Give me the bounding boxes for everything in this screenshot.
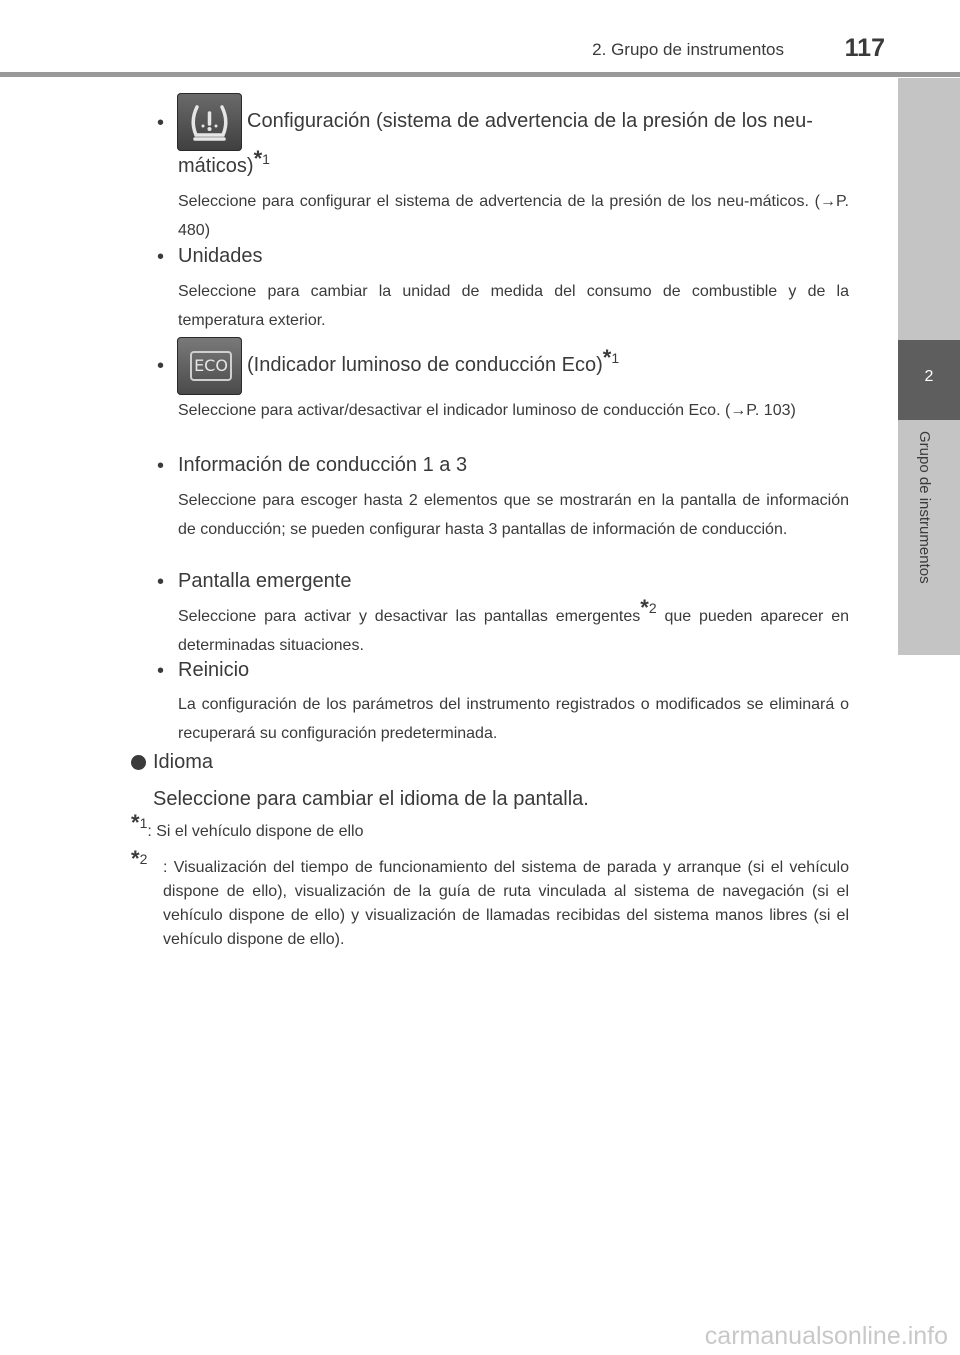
asterisk: * xyxy=(602,345,612,370)
item-title-units: Unidades xyxy=(178,245,263,267)
footnote-1 xyxy=(131,810,851,843)
asterisk: * xyxy=(131,846,140,871)
item-desc-popup xyxy=(178,595,850,660)
page-header xyxy=(0,0,960,78)
eco-indicator-icon xyxy=(177,337,242,395)
note-ref: 1 xyxy=(262,151,270,167)
footnote-text: : Si el vehículo dispone de ello xyxy=(147,823,364,840)
section-dot xyxy=(131,755,146,770)
eco-icon-text: ECO xyxy=(190,351,232,381)
side-tab-chapter xyxy=(898,340,960,420)
note-ref: 2 xyxy=(648,600,657,616)
asterisk: * xyxy=(640,595,649,620)
page-number: 117 xyxy=(844,34,885,62)
item-title-reset: Reinicio xyxy=(178,659,250,681)
section-desc-idioma: Seleccione para cambiar el idioma de la pantalla. xyxy=(153,788,589,810)
item-title-text: máticos) xyxy=(178,155,254,177)
item-title-eco xyxy=(247,345,620,377)
note-ref: 1 xyxy=(611,350,620,366)
side-tab-title xyxy=(909,431,939,621)
item-title-popup: Pantalla emergente xyxy=(178,570,352,592)
asterisk: * xyxy=(253,146,263,171)
bullet: • xyxy=(157,112,165,134)
desc-text: que pueden aparecer en determinadas situaciones. xyxy=(178,608,850,654)
item-desc-tire-config: Seleccione para configurar el sistema de advertencia de la presión de los neu-máticos. (→P. 480) xyxy=(178,193,849,239)
item-desc-eco: Seleccione para activar/desactivar el indicador luminoso de conducción Eco. (→P. 103) xyxy=(178,402,796,419)
bullet: • xyxy=(157,455,165,477)
section-title: 2. Grupo de instrumentos xyxy=(592,40,784,59)
footnote-2: : Visualización del tiempo de funcionamiento del sistema de parada y arranque (si el vehículo dispone de ello), visualización de la guía de ruta vinculada al sistema de navegación (si el vehículo dispone de ello) y visualización de llamadas recibidas del sistema manos libres (si el vehículo dispone de ello). xyxy=(163,859,849,948)
bullet: • xyxy=(157,571,165,593)
bullet: • xyxy=(157,246,165,268)
item-desc-driving-info: Seleccione para escoger hasta 2 elementos que se mostrarán en la pantalla de información de conducción; se pueden configurar hasta 3 pantallas de información de conducción. xyxy=(178,492,849,538)
tire-pressure-warning-icon xyxy=(177,93,242,151)
side-tab-title-text: Grupo de instrumentos xyxy=(916,431,933,584)
header-rule xyxy=(0,72,960,77)
item-title-tire-config-cont xyxy=(178,146,270,178)
side-tab-upper xyxy=(898,78,960,340)
watermark: carmanualsonline.info xyxy=(704,1322,948,1350)
note-ref: 1 xyxy=(139,815,148,831)
chapter-number: 2 xyxy=(924,368,934,385)
section-title-idioma: Idioma xyxy=(153,751,214,773)
bullet: • xyxy=(157,355,165,377)
desc-text: Seleccione para activar y desactivar las pantallas emergentes xyxy=(178,608,641,625)
item-desc-reset: La configuración de los parámetros del instrumento registrados o modificados se eliminará o recuperará su configuración predeterminada. xyxy=(178,696,849,742)
item-title-driving-info: Información de conducción 1 a 3 xyxy=(178,454,468,476)
item-title-text: (Indicador luminoso de conducción Eco) xyxy=(247,354,603,376)
item-title-tire-config: Configuración (sistema de advertencia de la presión de los neu- xyxy=(247,110,813,132)
item-desc-units: Seleccione para cambiar la unidad de medida del consumo de combustible y de la temperatura exterior. xyxy=(178,283,849,329)
note-ref: 2 xyxy=(139,851,148,867)
bullet: • xyxy=(157,660,165,682)
asterisk: * xyxy=(131,810,140,835)
